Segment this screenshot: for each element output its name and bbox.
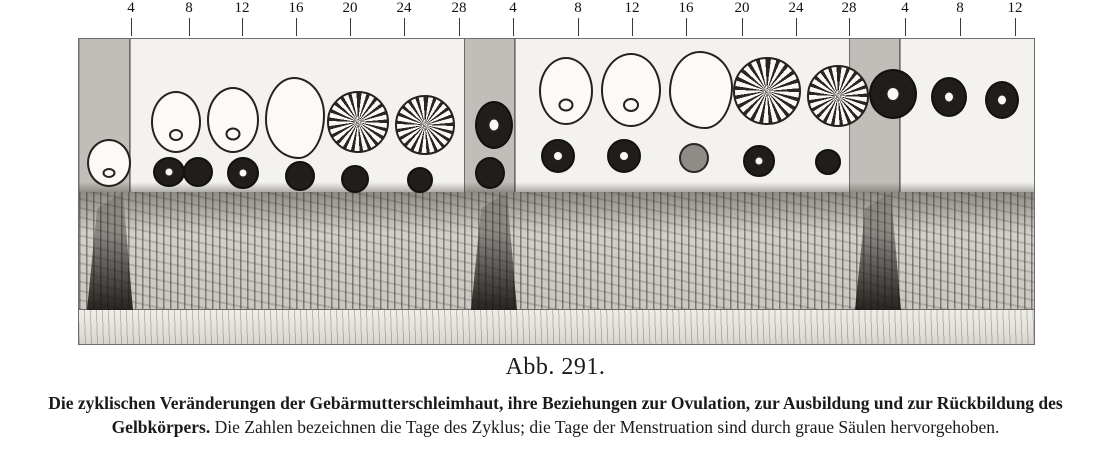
- cycle-day-tick: [330, 0, 370, 36]
- tick-mark: [905, 18, 906, 36]
- cycle-day-label: 8: [956, 0, 964, 16]
- tick-mark: [242, 18, 243, 36]
- tick-mark: [513, 18, 514, 36]
- cycle-day-tick: [829, 0, 869, 36]
- cycle-day-tick: [384, 0, 424, 36]
- cycle-day-tick: [439, 0, 479, 36]
- follicle-oocyte: [103, 168, 116, 178]
- cycle-day-label: 4: [509, 0, 517, 16]
- follicle-small: [341, 165, 369, 193]
- corpus-luteum: [807, 65, 869, 127]
- follicle-cavity: [943, 91, 955, 104]
- tick-mark: [849, 18, 850, 36]
- follicle-small: [475, 157, 505, 189]
- follicle: [931, 77, 967, 117]
- follicle-small: [227, 157, 259, 189]
- corpus-luteum: [395, 95, 455, 155]
- cycle-day-label: 8: [185, 0, 193, 16]
- follicle-small: [407, 167, 433, 193]
- cycle-day-tick: [885, 0, 925, 36]
- follicle-cavity: [552, 150, 564, 162]
- follicle-small: [183, 157, 213, 187]
- corpus-luteum-small: [87, 139, 131, 187]
- tick-mark: [1015, 18, 1016, 36]
- follicle-small: [743, 145, 775, 177]
- follicle: [151, 91, 201, 153]
- follicle: [207, 87, 259, 153]
- follicle: [985, 81, 1019, 119]
- cycle-day-label: 28: [841, 0, 857, 16]
- tick-mark: [742, 18, 743, 36]
- cycle-day-label: 16: [288, 0, 304, 16]
- figure-number: Abb. 291.: [505, 354, 606, 380]
- corpus-luteum: [327, 91, 389, 153]
- corpus-albicans: [869, 69, 917, 119]
- endometrium-diagram: [78, 38, 1035, 345]
- cycle-day-tick: [493, 0, 533, 36]
- cycle-day-label: 4: [127, 0, 135, 16]
- follicle-small: [541, 139, 575, 173]
- follicle-mature: [669, 51, 733, 129]
- tick-mark: [578, 18, 579, 36]
- tick-mark: [296, 18, 297, 36]
- tick-mark: [960, 18, 961, 36]
- follicle-small: [153, 157, 185, 187]
- cycle-day-tick: [612, 0, 652, 36]
- cycle-day-tick: [722, 0, 762, 36]
- tick-mark: [686, 18, 687, 36]
- cycle-day-label: 8: [574, 0, 582, 16]
- follicle-small: [285, 161, 315, 191]
- follicle-oocyte: [169, 129, 183, 141]
- follicle: [539, 57, 593, 125]
- tick-mark: [404, 18, 405, 36]
- cycle-day-tick: [776, 0, 816, 36]
- figure-caption: [0, 391, 1111, 439]
- tick-mark: [131, 18, 132, 36]
- tick-mark: [796, 18, 797, 36]
- figure-caption-block: [0, 348, 1111, 439]
- follicle-cavity: [886, 86, 901, 102]
- myometrium-band: [79, 309, 1034, 344]
- cycle-day-tick: [995, 0, 1035, 36]
- follicle-mature: [265, 77, 325, 159]
- cycle-day-label: 20: [342, 0, 358, 16]
- cycle-day-tick: [940, 0, 980, 36]
- cycle-day-label: 16: [678, 0, 694, 16]
- follicle-oocyte: [559, 99, 574, 112]
- cycle-day-tick: [169, 0, 209, 36]
- follicle-cavity: [996, 94, 1008, 107]
- cycle-day-scale: [0, 0, 1111, 38]
- follicle-small: [607, 139, 641, 173]
- tick-mark: [350, 18, 351, 36]
- cycle-day-tick: [666, 0, 706, 36]
- cycle-day-label: 28: [451, 0, 467, 16]
- follicle-cavity: [164, 167, 175, 178]
- cycle-day-label: 12: [624, 0, 640, 16]
- figure-caption-bold: Die zyklischen Veränderungen der Gebärmutterschleimhaut, ihre Beziehungen zur Ovulation, zur Ausbildung und zur Rückbildung des Gelbkörpers.: [48, 393, 1063, 437]
- follicle-cavity: [488, 118, 501, 133]
- cycle-day-tick: [222, 0, 262, 36]
- follicle-cavity: [238, 168, 249, 179]
- follicle-oocyte: [623, 98, 639, 112]
- follicle-oocyte: [226, 128, 241, 141]
- cycle-day-tick: [276, 0, 316, 36]
- cycle-day-tick: [111, 0, 151, 36]
- follicle-cavity: [618, 150, 630, 162]
- corpus-luteum: [733, 57, 801, 125]
- cycle-day-label: 20: [734, 0, 750, 16]
- tick-mark: [189, 18, 190, 36]
- cycle-day-label: 12: [1007, 0, 1023, 16]
- tick-mark: [459, 18, 460, 36]
- cycle-day-label: 4: [901, 0, 909, 16]
- cycle-day-label: 24: [396, 0, 412, 16]
- cycle-day-label: 12: [234, 0, 250, 16]
- cycle-day-label: 24: [788, 0, 804, 16]
- follicle-cavity: [754, 156, 765, 167]
- follicle-small: [815, 149, 841, 175]
- figure-caption-rest: Die Zahlen bezeichnen die Tage des Zyklus; die Tage der Menstruation sind durch graue Säulen hervorgehoben.: [210, 417, 1000, 437]
- cycle-day-tick: [558, 0, 598, 36]
- corpus-albicans: [475, 101, 513, 149]
- follicle-small: [679, 143, 709, 173]
- follicle: [601, 53, 661, 127]
- tick-mark: [632, 18, 633, 36]
